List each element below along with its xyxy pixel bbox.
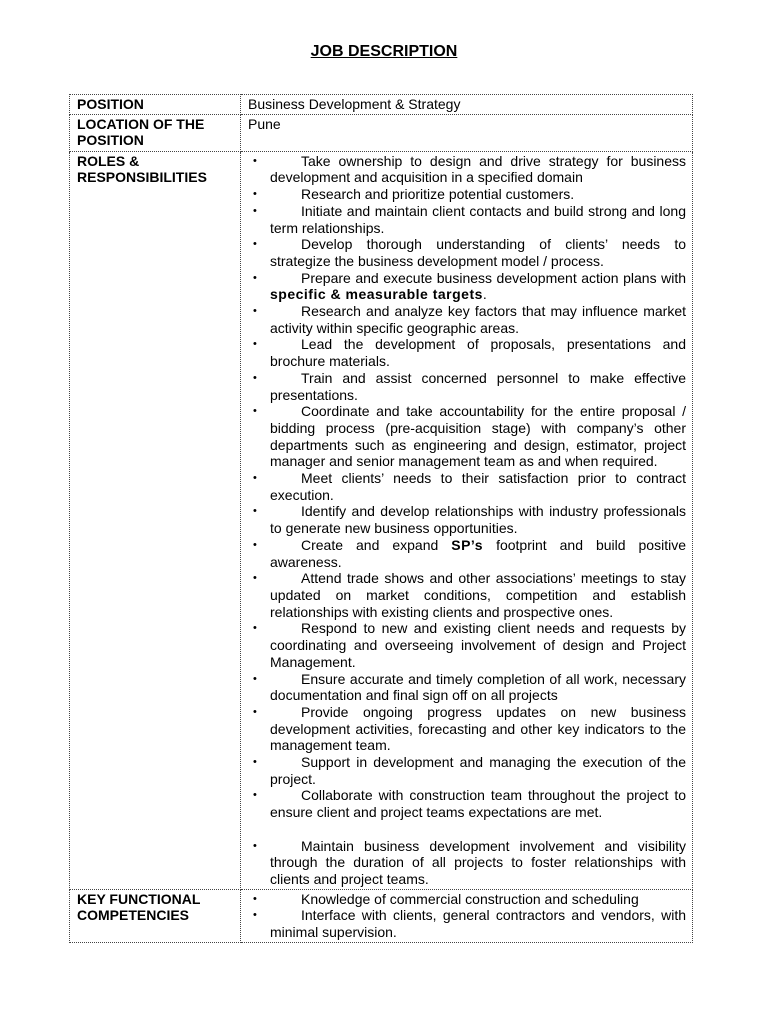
list-item xyxy=(248,838,686,888)
roles-row xyxy=(70,151,693,889)
list-item-emphasis: specific & measurable targets xyxy=(270,286,483,303)
list-item xyxy=(248,270,686,303)
location-label: LOCATION OF THE POSITION xyxy=(70,114,241,151)
competencies-row xyxy=(70,889,693,942)
list-item-text: Support in development and managing the execution of the project. xyxy=(270,754,686,787)
list-item xyxy=(248,570,686,620)
location-value: Pune xyxy=(241,114,693,151)
list-item xyxy=(248,370,686,403)
list-item-text: Research and prioritize potential customers. xyxy=(301,186,575,203)
list-item-text: Identify and develop relationships with industry professionals to generate new business opportunities. xyxy=(270,503,686,537)
list-item-text: Interface with clients, general contractors and vendors, with minimal supervision. xyxy=(270,907,686,941)
list-item-text: Meet clients’ needs to their satisfaction prior to contract execution. xyxy=(270,470,686,503)
list-item xyxy=(248,186,686,203)
list-item-text: Prepare and execute business development action plans with xyxy=(301,269,686,286)
list-item-text: Train and assist concerned personnel to make effective presentations. xyxy=(270,369,686,403)
list-item xyxy=(248,336,686,369)
list-item xyxy=(248,754,686,787)
page-title: JOB DESCRIPTION xyxy=(310,43,458,60)
list-item xyxy=(248,620,686,670)
list-item-text: Provide ongoing progress updates on new business development activities, forecasting and other key indicators to the management team. xyxy=(270,703,686,754)
list-item-text: Collaborate with construction team throughout the project to ensure client and project teams expectations are met. xyxy=(270,787,686,821)
list-item xyxy=(248,403,686,470)
list-item-text: . xyxy=(482,286,487,303)
list-item-text: Research and analyze key factors that may influence market activity within specific geographic areas. xyxy=(270,303,686,336)
list-item xyxy=(248,537,686,570)
list-item xyxy=(248,503,686,536)
list-item-text: Ensure accurate and timely completion of all work, necessary documentation and final sign off on all projects xyxy=(270,670,686,704)
list-item xyxy=(248,787,686,820)
roles-list xyxy=(248,153,686,888)
list-item-text: Initiate and maintain client contacts and build strong and long term relationships. xyxy=(270,202,686,236)
list-item-text: Create and expand xyxy=(301,536,452,553)
list-item-emphasis: SP’s xyxy=(451,536,484,553)
list-item xyxy=(248,236,686,269)
list-item xyxy=(248,891,686,908)
list-item xyxy=(248,303,686,336)
position-row xyxy=(70,95,693,115)
competencies-cell xyxy=(241,889,693,942)
list-item xyxy=(248,203,686,236)
list-item-text: Coordinate and take accountability for the entire proposal / bidding process (pre-acquisition stage) with company’s other departments such as engineering and design, estimator, project manager and senior management team as and when required. xyxy=(270,403,686,470)
list-item-text: Knowledge of commercial construction and scheduling xyxy=(301,890,639,907)
list-item-text: Attend trade shows and other associations’ meetings to stay updated on market conditions, competition and establish relationships with existing clients and prospective ones. xyxy=(270,570,686,620)
list-item xyxy=(248,470,686,503)
list-item-text: footprint and build positive awareness. xyxy=(270,536,686,570)
roles-label: ROLES & RESPONSIBILITIES xyxy=(70,151,241,889)
list-item-text: Develop thorough understanding of clients’ needs to strategize the business development model / process. xyxy=(270,236,686,269)
list-item xyxy=(248,704,686,754)
roles-cell xyxy=(241,151,693,889)
position-value: Business Development & Strategy xyxy=(241,95,693,115)
list-item-text: Take ownership to design and drive strategy for business development and acquisition in a specified domain xyxy=(270,152,686,186)
position-label: POSITION xyxy=(70,95,241,115)
list-item-text: Maintain business development involvement and visibility through the duration of all projects to foster relationships with clients and project teams. xyxy=(270,837,686,887)
list-item xyxy=(248,671,686,704)
competencies-label: KEY FUNCTIONAL COMPETENCIES xyxy=(70,889,241,942)
list-item xyxy=(248,907,686,940)
location-row xyxy=(70,114,693,151)
list-item-text: Lead the development of proposals, presentations and brochure materials. xyxy=(270,336,686,370)
competencies-list xyxy=(248,891,686,941)
job-description-table xyxy=(69,94,693,943)
list-item xyxy=(248,153,686,186)
list-item-text: Respond to new and existing client needs and requests by coordinating and overseeing involvement of design and Project Management. xyxy=(270,620,686,670)
